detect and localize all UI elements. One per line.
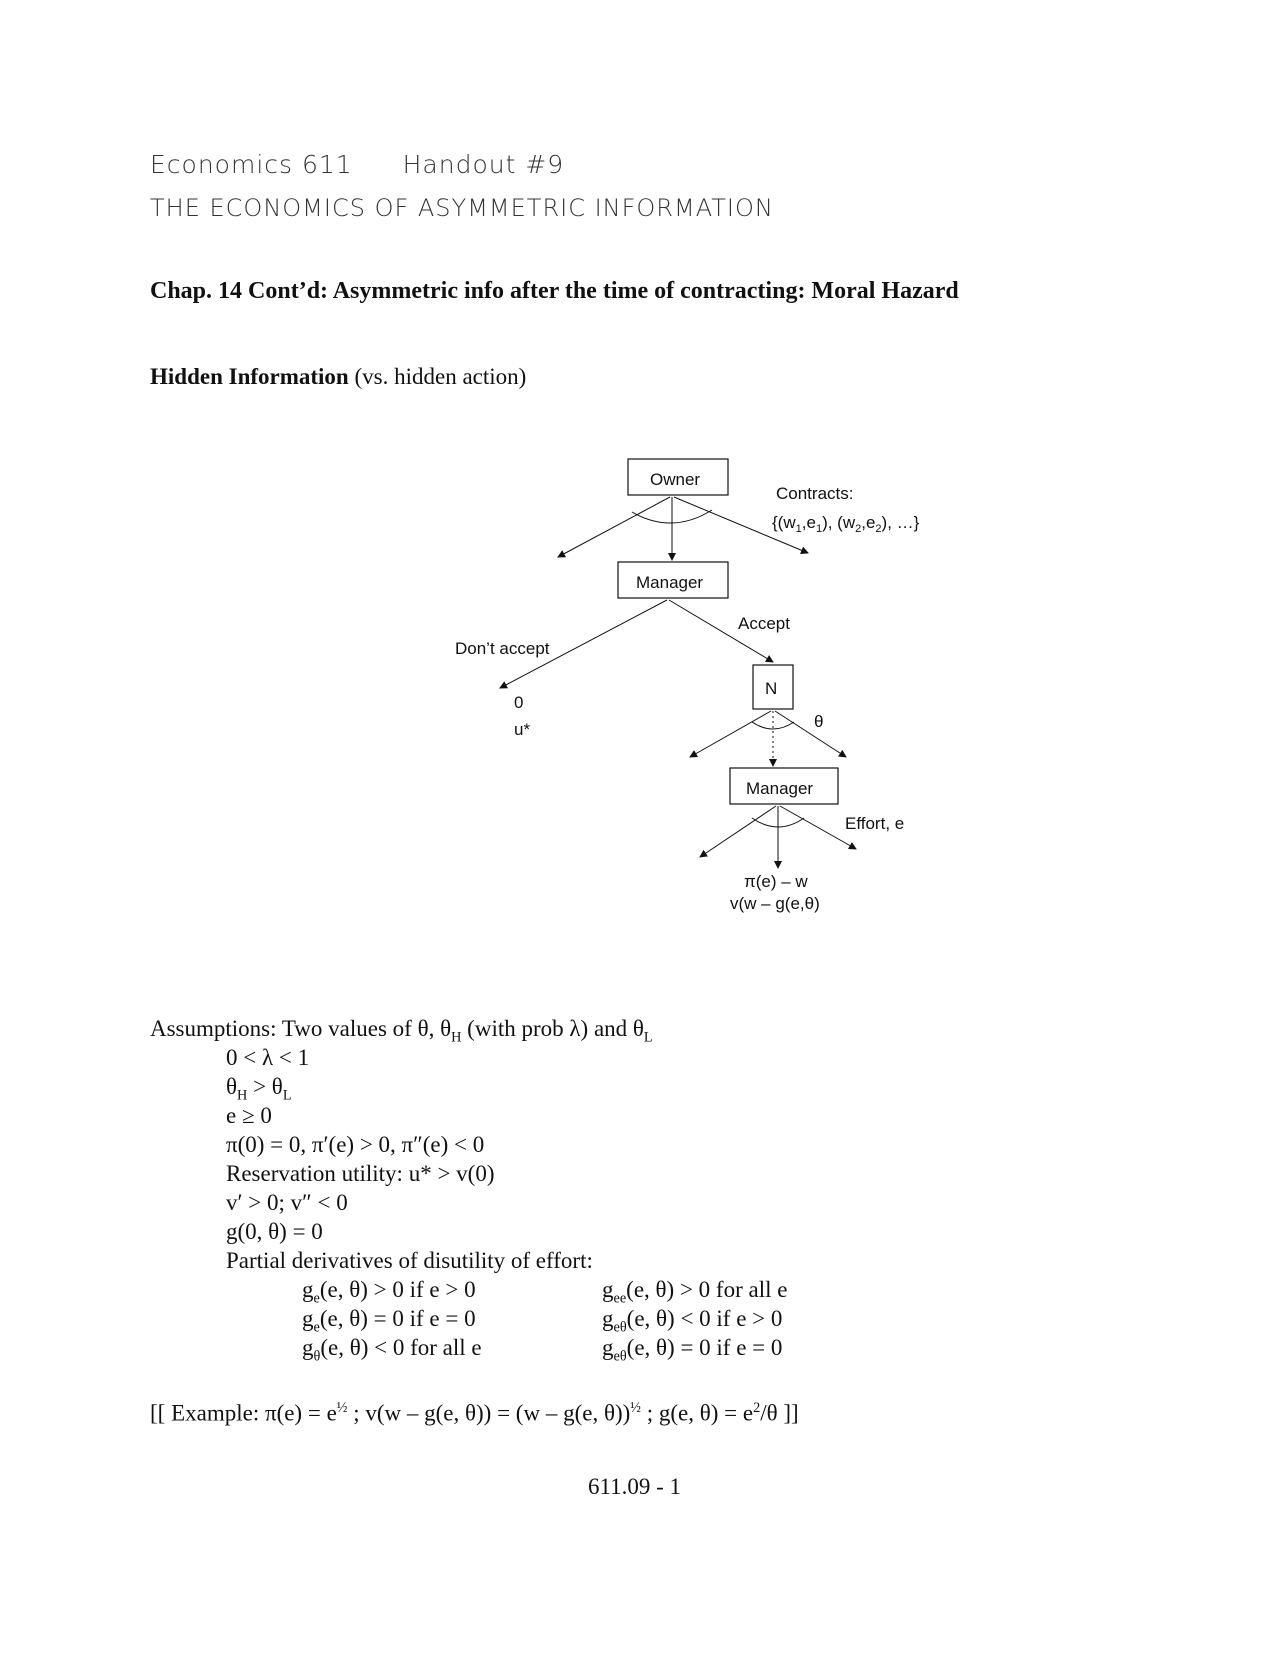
terminal-payoff-owner: π(e) – w [744,872,808,891]
terminal-payoff-manager: v(w – g(e,θ) [730,894,820,913]
dont-accept-label: Don’t accept [455,639,550,658]
effort-branch-left [700,806,776,857]
partial-left-1: $g_e(e$, θ) > 0 if e > 0 [302,1277,476,1307]
handout-subtitle: THE ECONOMICS OF ASYMMETRIC INFORMATION [150,194,774,222]
contracts-set: {$(w_1,e_1)$, $(w_2,e_2)$, …} [772,513,920,535]
manager-node-2-label: Manager [746,779,814,798]
section-heading-bold: Hidden Information [150,364,349,389]
partial-right-3: $g_{e\theta}(e$, θ) = 0 if e = 0 [602,1335,783,1365]
contracts-label: Contracts: [776,484,854,503]
nature-branch-left [690,711,771,757]
section-heading-rest: (vs. hidden action) [348,364,527,389]
partial-left-2: $g_e(e$, θ) = 0 if e = 0 [302,1306,476,1336]
course-name: Economics 611 [150,150,353,179]
assumptions-intro: Assumptions: Two values of θ, $\theta_H$ (with prob λ) and $\theta_L$ [150,1016,653,1046]
assumption-disutility-zero: g(0, θ) = 0 [226,1219,323,1244]
nature-node-label: N [765,679,778,698]
manager-node-1-label: Manager [636,573,704,592]
chapter-heading: Chap. 14 Cont’d: Asymmetric info after the time of contracting: Moral Hazard [150,278,959,304]
nature-branch-right [775,711,846,757]
partial-left-3: $g_\theta(e$, θ) < 0 for all e [302,1335,482,1365]
example-line: [[ Example: $\pi(e) = e^{\frac{1}{2}}$ ; v(w – g(e, θ)) = (w – g(e, θ))$^{\frac{1}{2}}$ ; g(e, $\theta) = e^2/\theta$ ]] [150,1400,799,1426]
assumption-profit: π(0) = 0, π′(e) > 0, π″(e) < 0 [226,1132,485,1157]
reject-payoff-manager: u* [514,720,531,739]
assumption-utility-concave: v′ > 0; v″ < 0 [226,1190,348,1215]
theta-label: θ [814,712,824,731]
partial-right-1: $g_{ee}(e$, θ) > 0 for all e [602,1277,788,1307]
owner-branch-left [558,497,670,557]
assumption-reservation-utility: Reservation utility: u* > v(0) [226,1161,495,1186]
page-number: 611.09 - 1 [588,1474,682,1499]
assumption-lambda: 0 < λ < 1 [226,1045,310,1070]
reject-payoff-owner: 0 [514,693,524,712]
handout-number: Handout #9 [402,150,565,179]
partial-right-2: $g_{e\theta}(e$, θ) < 0 if e > 0 [602,1306,783,1336]
assumption-partials-heading: Partial derivatives of disutility of effort: [226,1248,593,1273]
effort-label: Effort, e [845,814,905,833]
assumption-theta-order: $\theta_H > \theta_L$ [226,1074,292,1104]
accept-label: Accept [738,614,790,633]
owner-node-label: Owner [650,470,701,489]
assumption-effort-nonneg: e ≥ 0 [226,1103,272,1128]
